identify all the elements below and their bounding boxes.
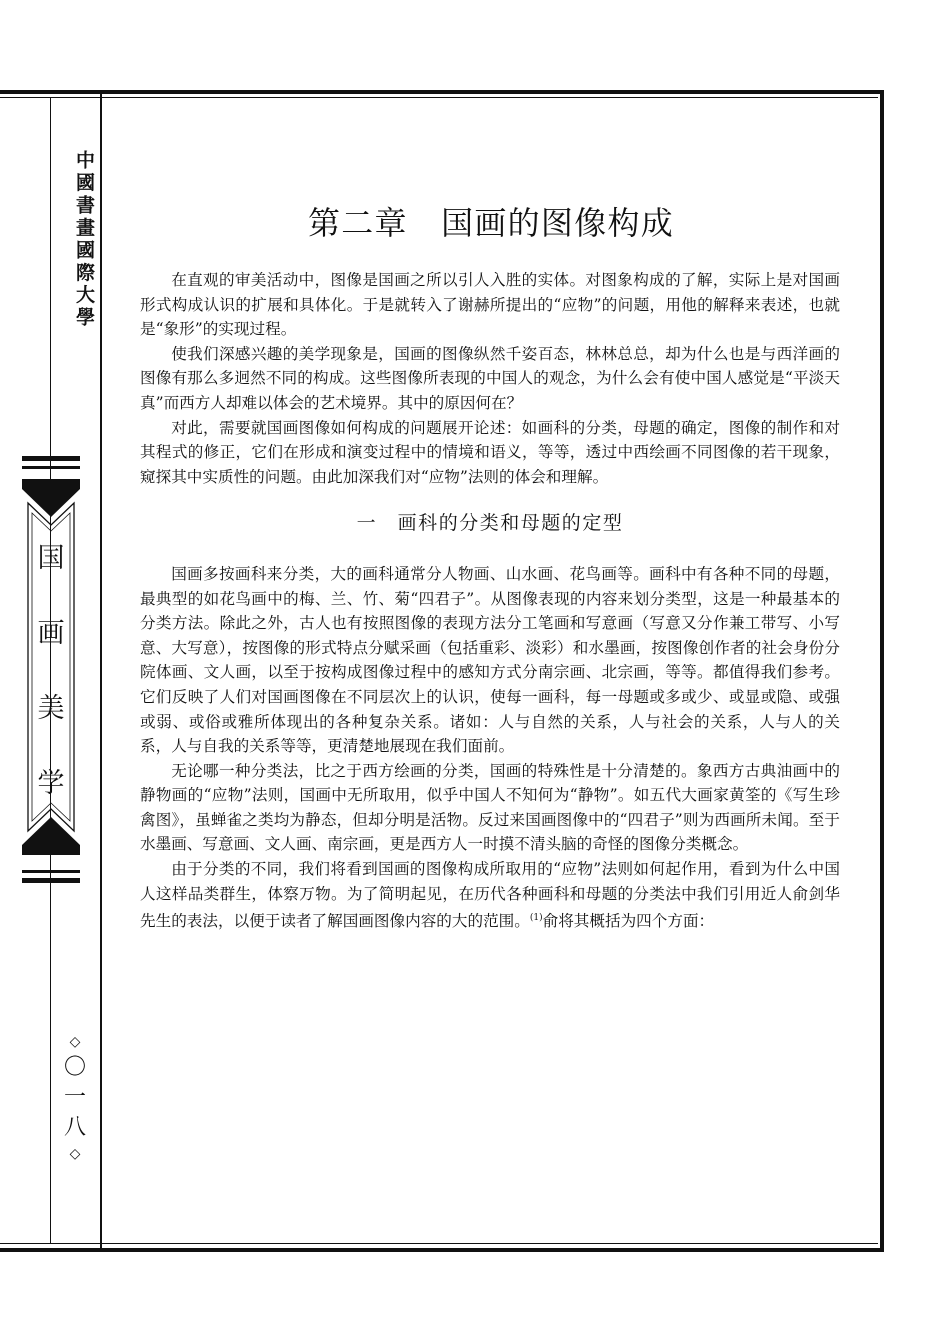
intro-paragraph-1: 在直观的审美活动中，图像是国画之所以引人入胜的实体。对图象构成的了解，实际上是对国画形式构成认识的扩展和具体化。于是就转入了谢赫所提出的“应物”的问题，用他的解释来表述，也就是“象形”的实现过程。: [140, 271, 840, 339]
book-title-char-2: 画: [37, 618, 65, 649]
paragraph-text-before-note: 由于分类的不同，我们将看到国画的图像构成所取用的“应物”法则如何起作用，看到为什么中国人这样品类群生，体察万物。为了简明起见，在历代各种画科和母题的分类法中我们引用近人俞剑华先生的表法，以便于读者了解国画图像内容的大的范围。: [140, 860, 840, 931]
spine-bars-top: [22, 456, 80, 474]
outer-frame-top: [0, 90, 884, 94]
intro-paragraph-2: 使我们深感兴趣的美学现象是，国画的图像纵然千姿百态，林林总总，却为什么也是与西洋画的图像有那么多迥然不同的构成。这些图像所表现的中国人的观念，为什么会有使中国人感觉是“平淡天真”而西方人却难以体会的艺术境界。其中的原因何在？: [140, 344, 840, 412]
book-title-char-1: 国: [37, 543, 65, 574]
page-number-digit-3: 八: [63, 1115, 86, 1140]
page-number-digit-2: 一: [63, 1085, 86, 1110]
spine-series-name: 中國書畫國際大學: [73, 150, 95, 330]
spine-bars-bottom: [22, 870, 80, 888]
section-paragraph-1: 国画多按画科来分类，大的画科通常分人物画、山水画、花鸟画等。画科中有各种不同的母题，最典型的如花鸟画中的梅、兰、竹、菊“四君子”。从图像表现的内容来划分类型，这是一种最基本的分类方法。除此之外，古人也有按照图像的表现方法分工笔画和写意画（写意又分作兼工带写、小写意、大写意），按图像的形式特点分赋采画（包括重彩、淡彩）和水墨画，按图像创作者的社会身份分院体画、文人画，以至于按构成图像过程中的感知方式分南宗画、北宗画，等等。都值得我们参考。它们反映了人们对国画图像在不同层次上的认识，使每一画科，每一母题或多或少、或显或隐、或强或弱、或俗或雅所体现出的各种复杂关系。诸如：人与自然的关系，人与社会的关系，人与人的关系，人与自我的关系等等，更清楚地展现在我们面前。: [140, 564, 840, 756]
spine-right-rule: [100, 94, 102, 1248]
chapter-title: 第二章 国画的图像构成: [307, 204, 675, 242]
book-title-char-4: 学: [37, 768, 65, 799]
book-title-char-3: 美: [37, 693, 65, 724]
section-paragraph-2: 无论哪一种分类法，比之于西方绘画的分类，国画的特殊性是十分清楚的。象西方古典油画中的静物画的“应物”法则，国画中无所取用，似乎中国人不知何为“静物”。如五代大画家黄筌的《写生珍禽图》，虽蝉雀之类均为静态，但却分明是活物。反过来国画图像中的“四君子”则为西画所未闻。至于水墨画、写意画、文人画、南宗画，更是西方人一时摸不清头脑的奇怪的图像分类概念。: [140, 761, 840, 854]
section-paragraph-3: [140, 857, 840, 934]
intro-paragraph-3: 对此，需要就国画图像如何构成的问题展开论述：如画科的分类，母题的确定，图像的制作和对其程式的修正，它们在形成和演变过程中的情境和语义，等等，透过中西绘画不同图像的若干现象，窥探其中实质性的问题。由此加深我们对“应物”法则的体会和理解。: [140, 418, 840, 486]
footnote-reference[interactable]: (1): [529, 913, 543, 924]
outer-frame-bottom: [0, 1248, 884, 1252]
outer-frame-top-thin: [0, 97, 878, 98]
section-title: 一 画科的分类和母题的定型: [356, 512, 624, 535]
book-title-plaque: [22, 479, 80, 855]
paragraph-text-after-note: 俞将其概括为四个方面：: [542, 912, 715, 931]
page-number: [52, 1035, 98, 1169]
outer-frame-right: [880, 90, 884, 1252]
diamond-top-icon: ◇: [69, 1034, 81, 1050]
outer-frame-bottom-thin: [0, 1243, 878, 1244]
diamond-bottom-icon: ◇: [69, 1146, 81, 1162]
body-text: [140, 268, 840, 934]
page-number-digit-1: 〇: [63, 1055, 86, 1080]
